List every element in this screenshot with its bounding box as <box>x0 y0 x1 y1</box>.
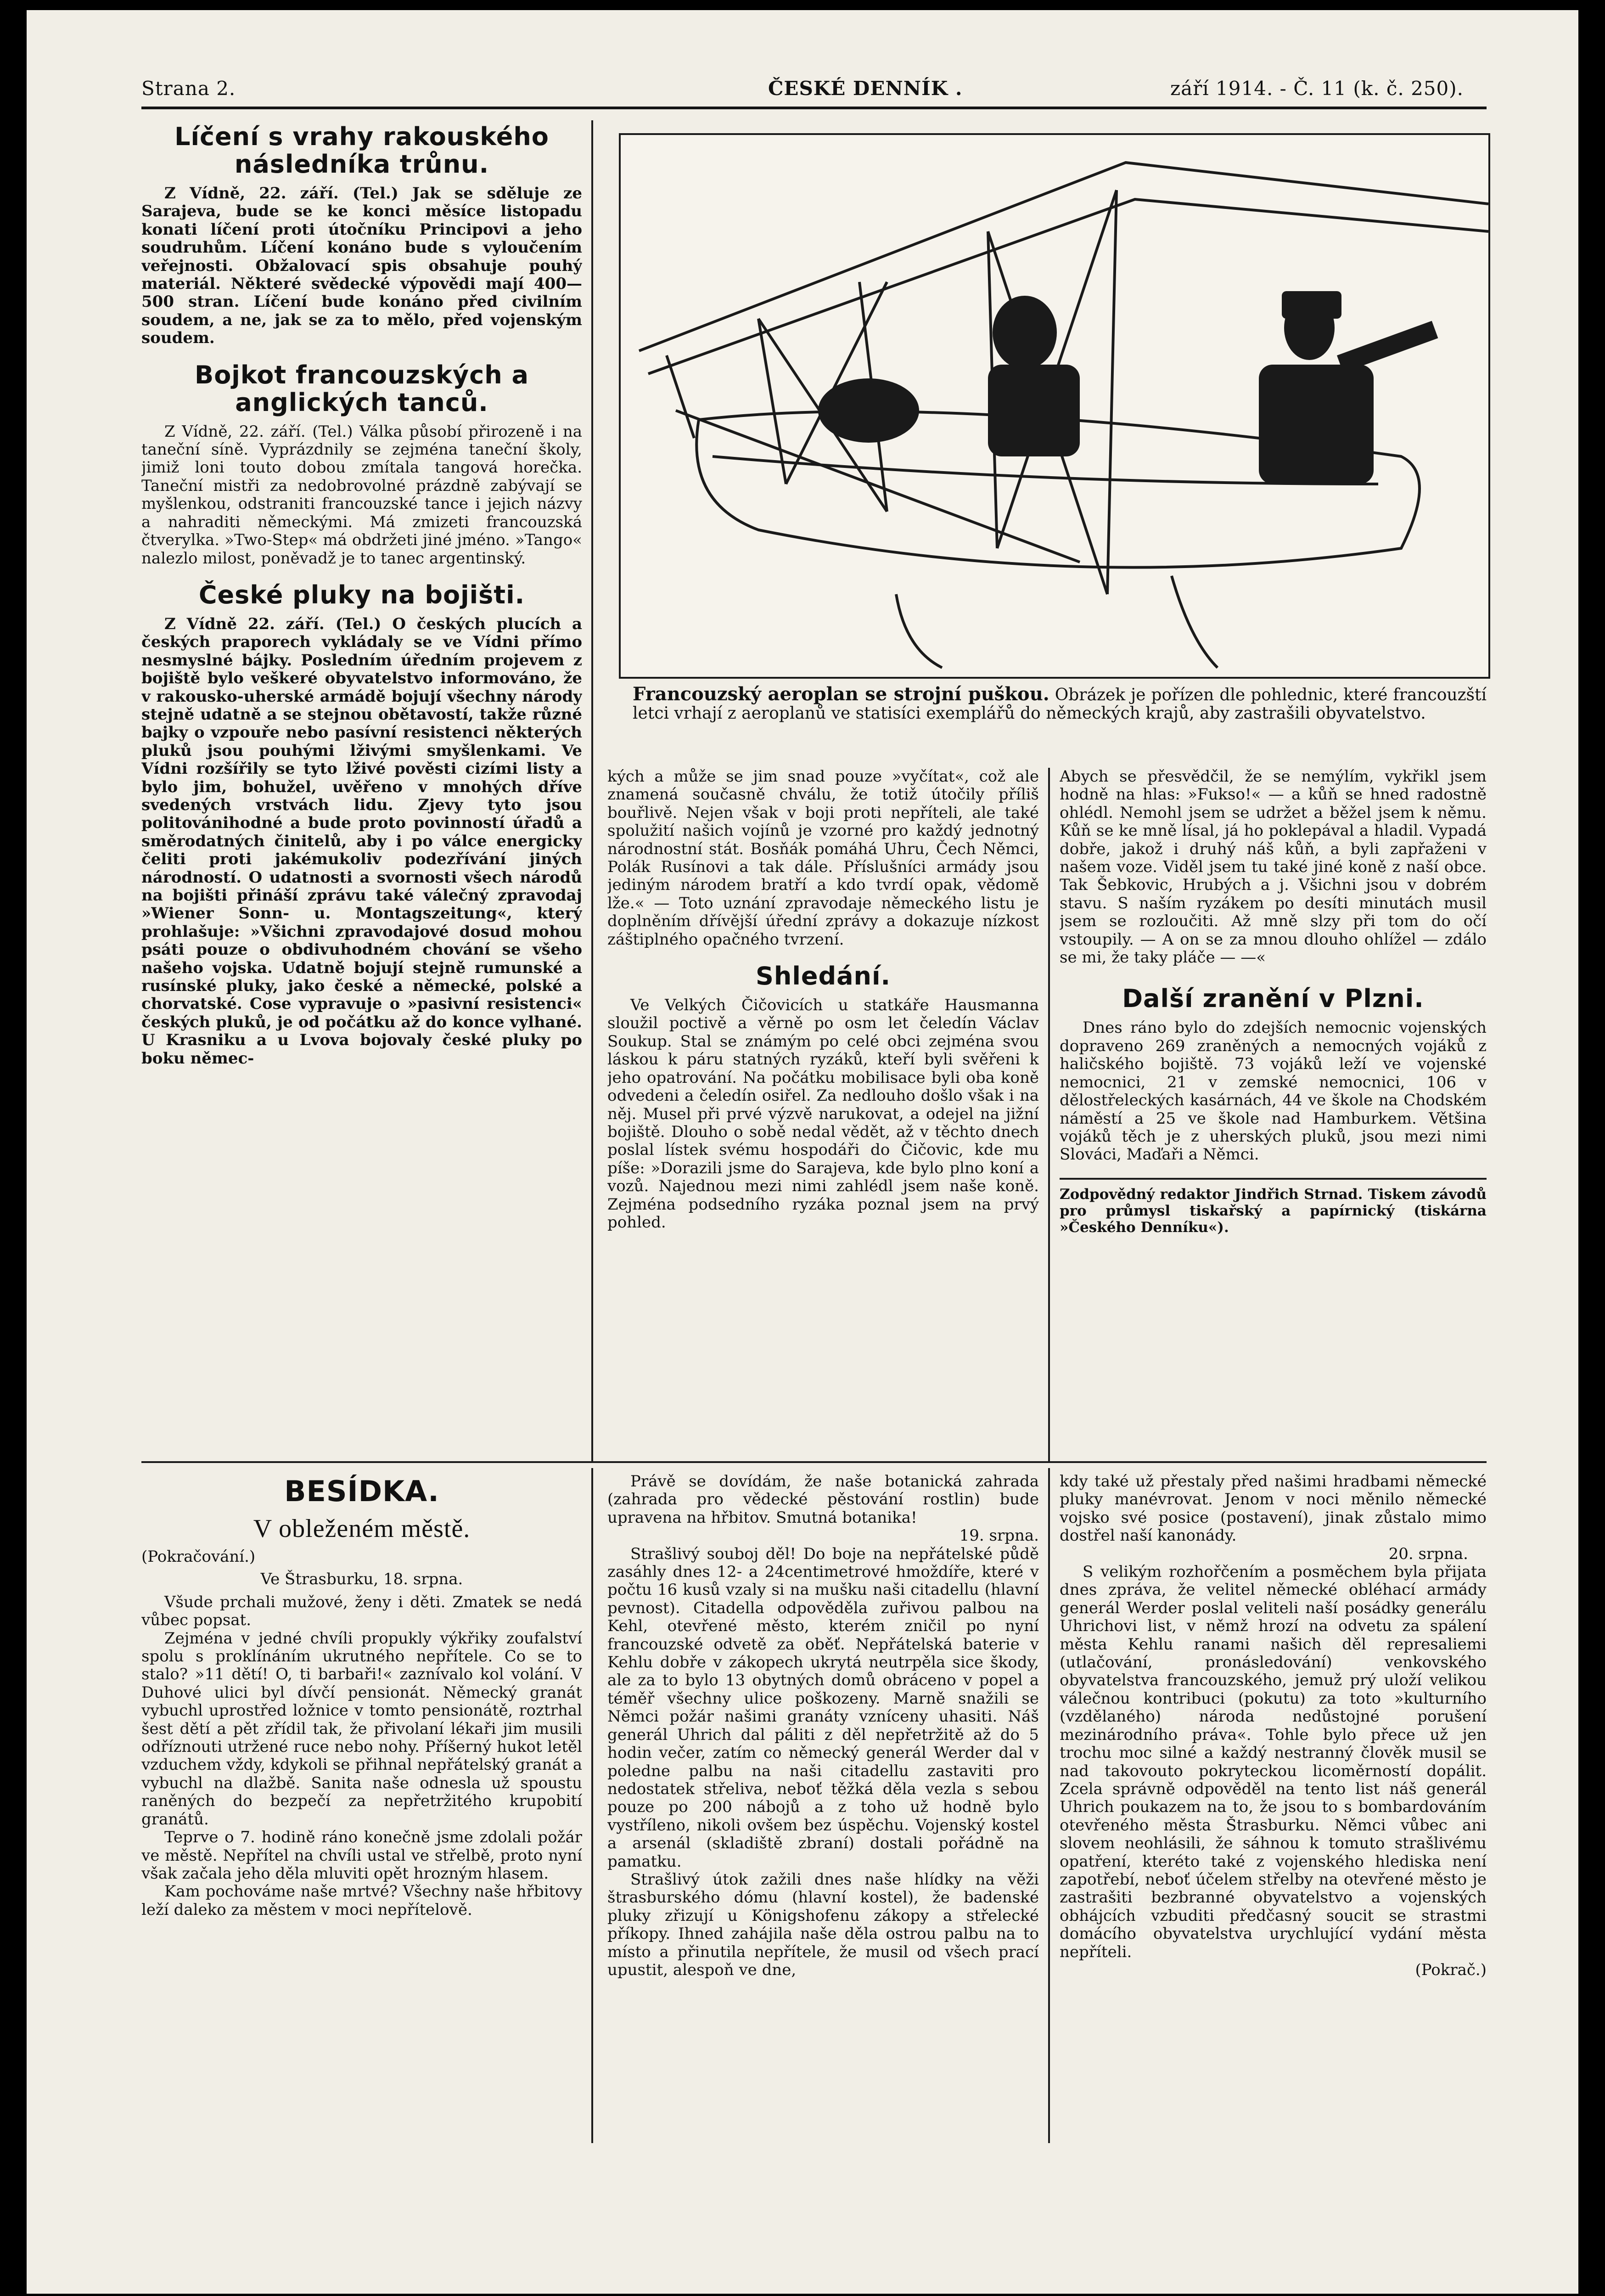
illustration-caption <box>633 685 1487 723</box>
article-title: Bojkot francouzských a anglických tanců. <box>195 360 529 417</box>
section-rule <box>141 1461 1487 1463</box>
article-body: Z Vídně, 22. září. (Tel.) Jak se sděluje ze Sarajeva, bude se ke konci měsíce listopadu konati líčení proti útočníku Principovi a jeho soudruhům. Líčení konáno bude s vyloučením veřejnosti. Obžalovací spis obsahuje pouhý materiál. Některé svědecké výpovědi mají 400—500 stran. Líčení bude konáno před civilním soudem, a ne, jak se za to mělo, před vojenským soudem. <box>141 184 582 348</box>
aeroplane-illustration <box>619 133 1490 679</box>
continued-note: (Pokračování.) <box>141 1548 256 1566</box>
story-paragraph: Všude prchali mužové, ženy i děti. Zmatek se nedá vůbec popsat. <box>141 1593 582 1630</box>
issue-date: září 1914. - Č. 11 (k. č. 250). <box>1170 77 1464 100</box>
column-divider <box>1048 768 1050 1461</box>
caption-text: Obrázek je pořízen dle pohlednic, které francouzští letci vrhají z aeroplanů ve statisíci exemplářů do německých krajů, aby zastrašili obyvatelstvo. <box>633 686 1487 723</box>
dateline: 19. srpna. <box>959 1526 1039 1545</box>
besidka-column-2 <box>607 1473 1039 2138</box>
article-title: Shledání. <box>755 962 891 991</box>
continued-note: (Pokrač.) <box>1415 1960 1487 1979</box>
page-header <box>141 77 1464 109</box>
besidka-column-1 <box>141 1473 582 2138</box>
header-rule <box>141 107 1487 109</box>
story-paragraph: Právě se dovídám, že naše botanická zahrada (zahrada pro vědecké pěstování rostlin) bude upravena na hřbitov. Smutná botanika! <box>607 1473 1039 1527</box>
story-paragraph: Strašlivý souboj děl! Do boje na nepřátelské půdě zasáhly dnes 12- a 24centimetrové hmoždíře, které v počtu 16 kusů vzaly si na mušku naši citadellu (hlavní pevnost). Citadella odpověděla zuřivou palbou na Kehl, otevřené město, kterém zničil po nyní francouzské odvetě za oběť. Nepřátelská baterie v Kehlu dobře v zákopech ukrytá neutrpěla sice škody, ale za to bylo 13 obytných domů obráceno v popel a téměř všechny ulice poškozeny. Marně snažili se Němci požár našimi granáty vzníceny uhasiti. Náš generál Uhrich dal páliti z děl nepřetržitě až do 5 hodin večer, zatím co německý generál Werder dal v poledne palbu na naši citadellu zastaviti pro nedostatek střeliva, neboť těžká děla vezla s sebou pouze po 200 nábojů a z toho už hodně bylo vystříleno, nikoli ovšem bez úspěchu. Vojenský kostel a arsenál (skladiště zbraní) dostali pořádně na pamatku. <box>607 1544 1039 1871</box>
dateline: Ve Štrasburku, 18. srpna. <box>260 1570 463 1589</box>
column-2-top <box>607 768 1039 1461</box>
article-body: kých a může se jim snad pouze »vyčítat«, což ale znamená současně chválu, že totiž útočily příliš bouřlivě. Nejen však v boji proti nepříteli, ale také spolužití našich vojínů je vzorné pro každý jednotný národnostní stát. Bosňák pomáhá Uhru, Čech Němci, Polák Rusínovi a tak dále. Příslušníci armády jsou jediným národem bratří a kdo tvrdí opak, vědomě lže.« — Toto uznání zpravodaje německého listu je doplněním dřívější úřední zprávy a dokazuje nízkost záštiplného opačného tvrzení. <box>607 768 1039 949</box>
newspaper-page <box>27 10 1578 2294</box>
masthead-title: ČESKÉ DENNÍK . <box>768 77 963 100</box>
caption-lead: Francouzský aeroplan se strojní puškou. <box>633 683 1049 705</box>
article-title: České pluky na bojišti. <box>198 580 525 609</box>
article-title: Další zranění v Plzni. <box>1122 984 1424 1013</box>
column-divider <box>1048 1468 1050 2143</box>
story-paragraph: Teprve o 7. hodině ráno konečně jsme zdolali požár ve městě. Nepřítel na chvíli ustal ve střelbě, proto nyní však začala jeho děla mluviti opět hrozným hlasem. <box>141 1828 582 1883</box>
story-paragraph: Strašlivý útok zažili dnes naše hlídky na věži štrasburského dómu (hlavní kostel), že badenské pluky zřizují u Königshofenu zákopy a střelecké příkopy. Ihned zahájila naše děla ostrou palbu na to místo a přinutila nepřítele, že musil od všech prací upustit, alespoň ve dne, <box>607 1870 1039 1979</box>
story-paragraph: S velikým rozhořčením a posměchem byla přijata dnes zpráva, že velitel německé obléhací armády generál Werder poslal veliteli naší posádky generálu Uhrichovi list, v němž hrozí na odvetu za spálení města Kehlu ranami našich děl represaliemi (utlačování, pronásledování) venkovského obyvatelstva francouzského, jemuž prý uloží velikou válečnou kontribuci (pokutu) za toto »kulturního (vzdělaného) národa nedůstojné porušení mezinárodního práva«. Tohle bylo přece už jen trochu moc silné a každý nestranný člověk musil se nad takovouto pokryteckou licoměrností dopálit. Zcela správně odpověděl na tento list náš generál Uhrich poukazem na to, že jsou to s bombardováním otevřeného města Štrasburku. Němci vůbec ani slovem neohlásili, že sáhnou k tomuto strašlivému opatření, kteréto také z vojenského hlediska není zapotřebí, neboť účelem střelby na otevřené město je zastrašiti bezbranné obyvatelstvo a vojenských obhájcích vzbuditi předčasný soucit se strastmi domácího obyvatelstva urychlující vydání města nepříteli. <box>1060 1563 1487 1961</box>
aeroplane-drawing <box>621 135 1488 677</box>
story-paragraph: Zejména v jedné chvíli propukly výkřiky zoufalství spolu s proklínáním ukrutného nepřítele. Co se to stalo? »11 dětí! O, ti barbaři!« zaznívalo kol volání. V Duhové ulici byl dívčí pensionát. Německý granát vybuchl uprostřed ložnice v tomto pensionátě, roztrhal šest dětí a pět zřídil tak, že přivolaní lékaři jim musili odříznouti utržené ruce nebo nohy. Příšerný hukot letěl vzduchem vždy, kdykoli se přihnal nepřátelský granát a vybuchl na dlažbě. Sanita naše odnesla už spoustu raněných do bezpečí za nepřetržitého krupobití granátů. <box>141 1629 582 1829</box>
section-title: BESÍDKA. <box>284 1474 439 1508</box>
article-body: Abych se přesvědčil, že se nemýlím, vykřikl jsem hodně na hlas: »Fukso!« — a kůň se hned radostně ohlédl. Nemohl jsem se udržet a běžel jsem k němu. Kůň se ke mně lísal, já ho poklepával a hladil. Vypadá dobře, jakož i druhý náš kůň, a byli zapřaženi v našem voze. Viděl jsem tu také jiné koně z naší obce. Tak Šebkovic, Hrubých a j. Všichni jsou v dobrém stavu. S naším ryzákem po desíti minutách musil jsem se rozloučiti. Až mně slzy při tom do očí vstoupily. — A on se za mnou dlouho ohlížel — zdálo se mi, že taky pláče — —« <box>1060 768 1487 967</box>
imprint-rule <box>1060 1178 1487 1180</box>
article-title: Líčení s vrahy rakouského následníka trůnu. <box>174 122 549 179</box>
story-paragraph: kdy také už přestaly před našimi hradbami německé pluky manévrovat. Jenom v noci měnilo německé vojsko své posice (postavení), jinak zůstalo mimo dostřel naší kanonády. <box>1060 1473 1487 1545</box>
column-divider <box>591 120 593 1461</box>
dateline: 20. srpna. <box>1388 1544 1468 1563</box>
story-paragraph: Kam pochováme naše mrtvé? Všechny naše hřbitovy leží daleko za městem v moci nepřítelově. <box>141 1882 582 1919</box>
column-divider <box>591 1468 593 2143</box>
page-number: Strana 2. <box>141 77 236 100</box>
imprint: Zodpovědný redaktor Jindřich Strnad. Tiskem závodů pro průmysl tiskařský a papírnický (tiskárna »Českého Denníku«). <box>1060 1186 1487 1236</box>
article-body: Z Vídně, 22. září. (Tel.) Válka působí přirozeně i na taneční síně. Vyprázdnily se zejména taneční školy, jimiž loni touto dobou zmítala tangová horečka. Taneční mistři za nedobrovolné prázdně zabývají se myšlenkou, odstraniti francouzské tance i jejich názvy a nahraditi německými. Má zmizeti francouzská čtverylka. »Two-Step« má obdržeti jiné jméno. »Tango« nalezlo milost, poněvadž je to tanec argentinský. <box>141 422 582 568</box>
article-body: Z Vídně 22. září. (Tel.) O českých plucích a českých praporech vykládaly se ve Vídni přímo nesmyslné bájky. Posledním úředním projevem z bojiště bylo veškeré obyvatelstvo informováno, že v rakousko-uherské armádě bojují všechny národy stejně udatně a se stejnou obětavostí, takže různé bajky o vzpouře nebo pasívní resistenci některých pluků jsou pouhými lživými smyšlenkami. Ve Vídni rozšířily se tyto lživé pověsti cizími listy a bylo jim, bohužel, uvěřeno v mnohých dříve svedených vrstvách lidu. Zjevy tyto jsou politovánihodné a bude proto povinností úřadů a směrodatných činitelů, aby i po válce energicky čeliti proti jakémukoliv podezřívání jiných národností. O udatnosti a svornosti všech národů na bojišti přináší zprávu také válečný zpravodaj »Wiener Sonn- u. Montagszeitung«, který prohlašuje: »Všichni zpravodajové dosud mohou psáti pouze o obdivuhodném chování se všeho našeho vojska. Udatně bojují stejně rumunské a rusínské pluky, jako české a německé, polské a chorvatské. Cose vypravuje o »pasivní resistenci« českých pluků, je od počátku až do konce vylhané. U Krasniku a u Lvova bojovaly české pluky po boku němec- <box>141 614 582 1068</box>
story-title: V obleženém městě. <box>253 1514 471 1543</box>
besidka-column-3 <box>1060 1473 1487 2138</box>
article-body: Dnes ráno bylo do zdejších nemocnic vojenských dopraveno 269 zraněných a nemocných vojáků z haličského bojiště. 73 vojáků leží ve vojenské nemocnici, 21 v zemské nemocnici, 106 v dělostřeleckých kasárnách, 44 ve škole na Chodském náměstí a 25 ve škole nad Hamburkem. Většina vojáků těch je z uherských pluků, jsou mezi nimi Slováci, Maďaři a Němci. <box>1060 1019 1487 1164</box>
column-3-top <box>1060 768 1487 1461</box>
article-body: Ve Velkých Čičovicích u statkáře Hausmanna sloužil poctivě a věrně po osm let čeledín Václav Soukup. Stal se známým po celé obci zejména svou láskou k páru statných ryzáků, kteří byli svěřeni k jeho opatrování. Na počátku mobilisace byli oba koně odvedeni a čeledín osiřel. Za nedlouho došlo však i na něj. Musel při prvé výzvě narukovat, a odejel na jižní bojiště. Dlouho o sobě nedal vědět, až v těchto dnech poslal lístek svému hospodáři do Čičovic, kde mu píše: »Dorazili jsme do Sarajeva, kde bylo plno koní a vozů. Najednou mezi nimi zahlédl jsem naše koně. Zejména podsedního ryzáka poznal jsem na prvý pohled. <box>607 996 1039 1232</box>
column-1 <box>141 120 582 1452</box>
